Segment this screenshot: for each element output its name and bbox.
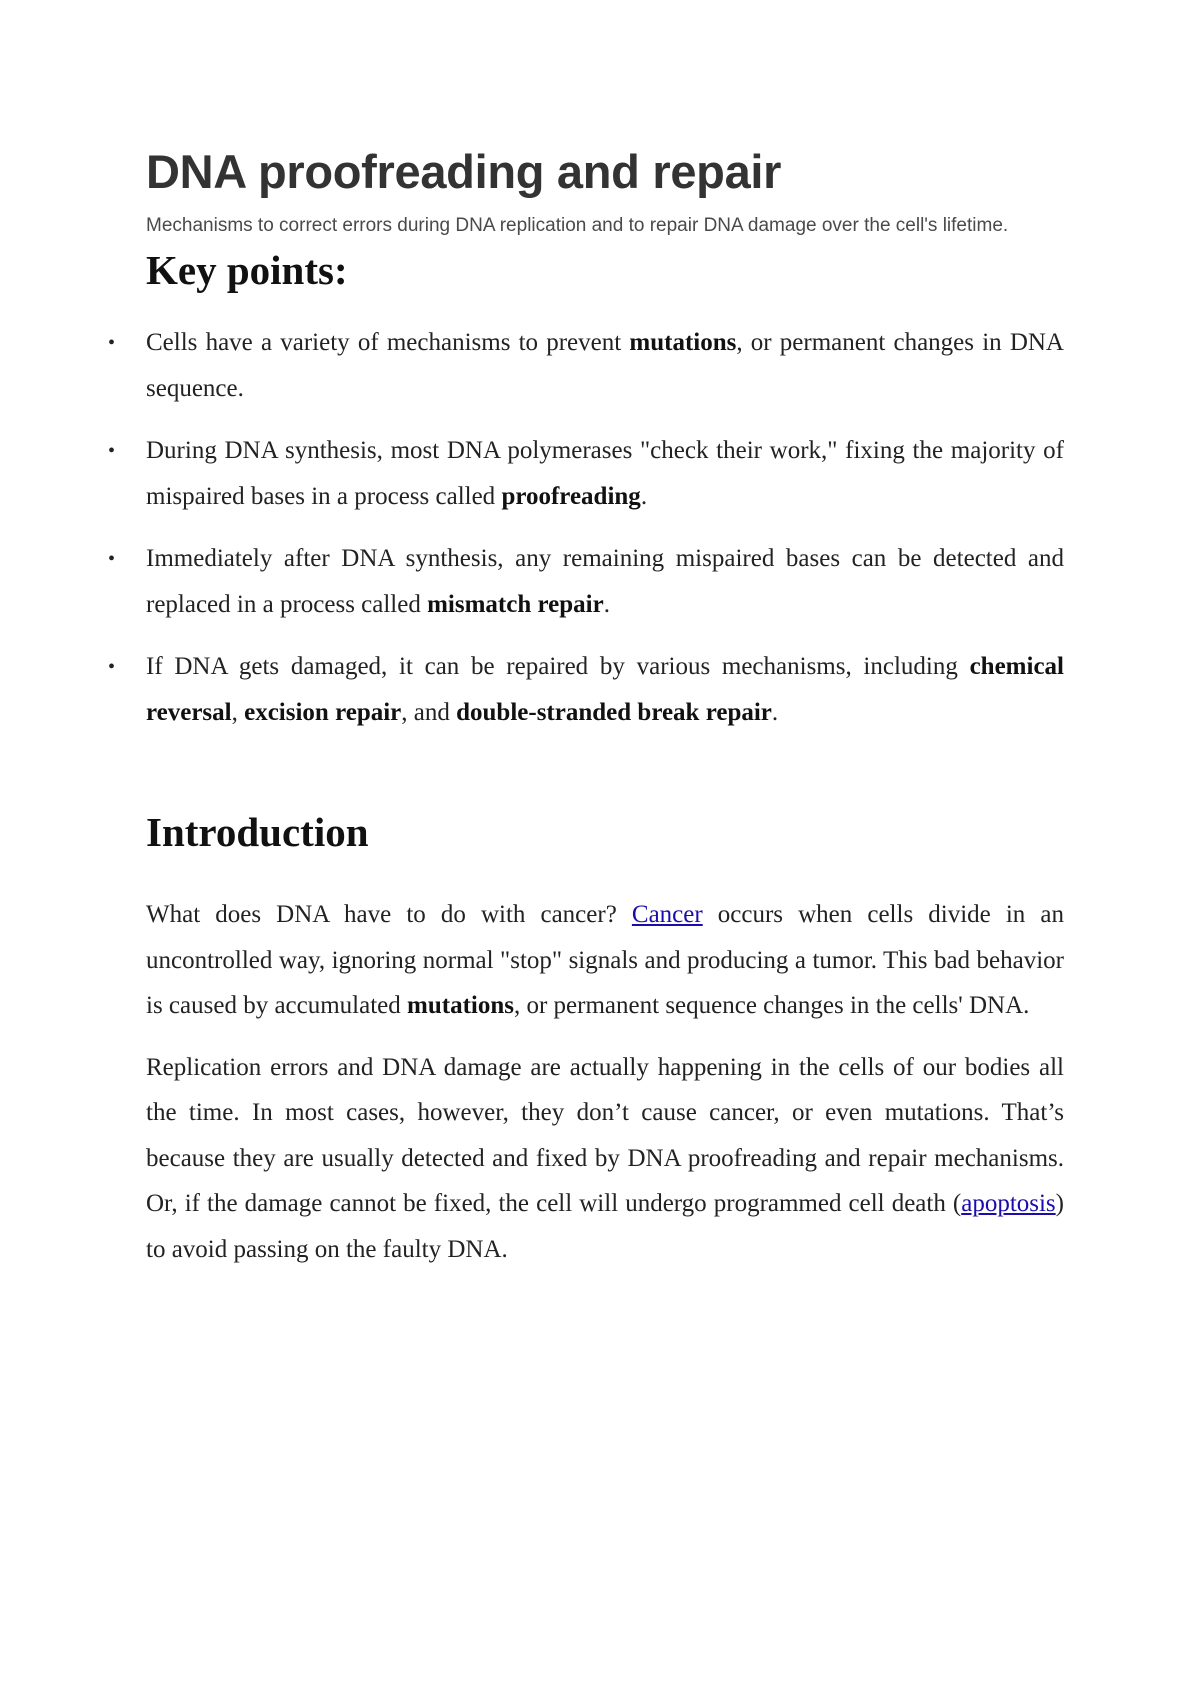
bold-term: mismatch repair bbox=[427, 591, 604, 618]
text-run: , and bbox=[401, 699, 457, 726]
bold-term: double-stranded break repair bbox=[456, 699, 772, 726]
bullet-icon: • bbox=[108, 332, 116, 354]
intro-paragraph-2 bbox=[146, 1045, 1064, 1273]
list-item bbox=[108, 428, 1064, 520]
text-run: What does DNA have to do with cancer? bbox=[146, 901, 632, 928]
key-points-heading: Key points: bbox=[146, 247, 348, 293]
text-run: , bbox=[231, 699, 245, 726]
page-subtitle: Mechanisms to correct errors during DNA replication and to repair DNA damage over the cell's lifetime. bbox=[146, 215, 1009, 236]
bold-term: excision repair bbox=[244, 699, 402, 726]
bold-term: chemical reversal bbox=[146, 653, 1064, 726]
bullet-icon: • bbox=[108, 548, 116, 570]
text-run: . bbox=[640, 483, 648, 510]
page-title: DNA proofreading and repair bbox=[146, 145, 782, 198]
text-run: occurs when cells divide in an uncontrolled way, ignoring normal "stop" signals and producing a tumor. This bad behavior is caused by accumulated bbox=[146, 901, 1064, 1019]
bullet-icon: • bbox=[108, 656, 116, 678]
list-item bbox=[108, 320, 1064, 412]
text-run: , or permanent changes in DNA sequence. bbox=[146, 329, 1064, 402]
text-run: Cells have a variety of mechanisms to prevent bbox=[146, 329, 630, 356]
bold-term: mutations bbox=[629, 329, 737, 356]
text-run: If DNA gets damaged, it can be repaired by various mechanisms, including bbox=[146, 653, 970, 680]
text-run: Immediately after DNA synthesis, any remaining mispaired bases can be detected and replaced in a process called bbox=[146, 545, 1064, 618]
bold-term: proofreading bbox=[501, 483, 641, 510]
list-item bbox=[108, 644, 1064, 736]
introduction-heading: Introduction bbox=[146, 809, 369, 855]
apoptosis-link[interactable]: apoptosis bbox=[961, 1190, 1056, 1217]
list-item bbox=[108, 536, 1064, 628]
text-run: . bbox=[771, 699, 779, 726]
document-page bbox=[108, 142, 1064, 1272]
text-run: During DNA synthesis, most DNA polymerases "check their work," fixing the majority of mispaired bases in a process called bbox=[146, 437, 1064, 510]
key-points-list bbox=[108, 320, 1064, 736]
bullet-icon: • bbox=[108, 440, 116, 462]
text-run: , or permanent sequence changes in the cells' DNA. bbox=[513, 992, 1030, 1019]
text-run: . bbox=[603, 591, 610, 618]
bold-term: mutations bbox=[407, 992, 514, 1019]
intro-paragraph-1 bbox=[146, 892, 1064, 1029]
cancer-link[interactable]: Cancer bbox=[631, 901, 703, 928]
text-run: Replication errors and DNA damage are actually happening in the cells of our bodies all the time. In most cases, however, they don’t cause cancer, or even mutations. That’s because they are usually detected and fixed by DNA proofreading and repair mechanisms. Or, if the damage cannot be fixed, the cell will undergo programmed cell death ( bbox=[146, 1053, 1064, 1217]
text-run: ) to avoid passing on the faulty DNA. bbox=[146, 1190, 1064, 1263]
